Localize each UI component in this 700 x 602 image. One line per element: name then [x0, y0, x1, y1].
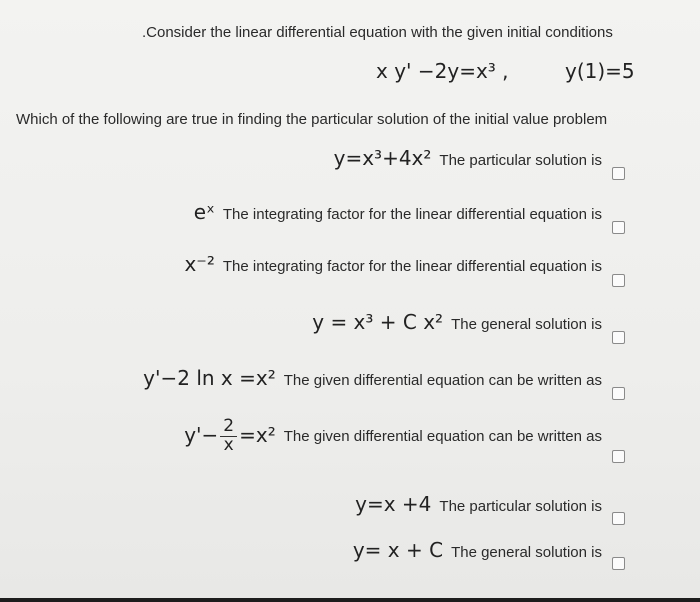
option-2-math: eˣ — [193, 200, 215, 224]
option-6-math-prefix: y'− — [184, 422, 219, 447]
option-6-fraction — [220, 418, 237, 455]
option-7-math: y=x +4 — [355, 492, 432, 516]
option-3-checkbox[interactable] — [612, 274, 625, 287]
option-4-text: The general solution is — [451, 316, 602, 333]
option-1-math: y=x³+4x² — [333, 146, 432, 170]
bottom-edge-divider — [0, 598, 700, 602]
option-1-text: The particular solution is — [439, 152, 602, 169]
option-6-math-suffix: =x² — [239, 422, 276, 447]
option-4-checkbox[interactable] — [612, 331, 625, 344]
option-2-checkbox[interactable] — [612, 221, 625, 234]
option-7-checkbox[interactable] — [612, 512, 625, 525]
option-6 — [184, 418, 602, 455]
option-6-checkbox[interactable] — [612, 450, 625, 463]
option-4 — [312, 310, 602, 334]
option-8-text: The general solution is — [451, 544, 602, 561]
option-2 — [194, 200, 602, 224]
option-5-math: y'−2 ln x =x² — [143, 366, 276, 390]
option-6-frac-numerator: 2 — [220, 418, 237, 437]
option-8-checkbox[interactable] — [612, 557, 625, 570]
option-6-text: The given differential equation can be written as — [283, 427, 602, 445]
option-6-math — [184, 418, 276, 455]
option-7 — [355, 492, 602, 516]
option-3-math: x⁻² — [184, 252, 215, 276]
option-1-checkbox[interactable] — [612, 167, 625, 180]
option-5 — [143, 366, 602, 390]
initial-condition: y(1)=5 — [565, 59, 635, 83]
option-3-text: The integrating factor for the linear differential equation is — [222, 258, 602, 275]
option-5-checkbox[interactable] — [612, 387, 625, 400]
question-prompt: Which of the following are true in finding the particular solution of the initial value problem — [16, 111, 608, 128]
option-8-math: y= x + C — [352, 538, 444, 562]
option-5-text: The given differential equation can be written as — [283, 372, 602, 389]
option-6-frac-denominator: x — [223, 434, 234, 455]
option-8 — [353, 538, 602, 562]
differential-equation: x y' −2y=x³ , — [376, 59, 509, 83]
option-3 — [184, 252, 602, 276]
option-7-text: The particular solution is — [439, 498, 602, 515]
option-4-math: y = x³ + C x² — [312, 310, 444, 334]
option-1 — [334, 146, 602, 170]
option-2-text: The integrating factor for the linear differential equation is — [222, 206, 602, 223]
question-intro: .Consider the linear differential equation with the given initial conditions — [142, 24, 613, 41]
